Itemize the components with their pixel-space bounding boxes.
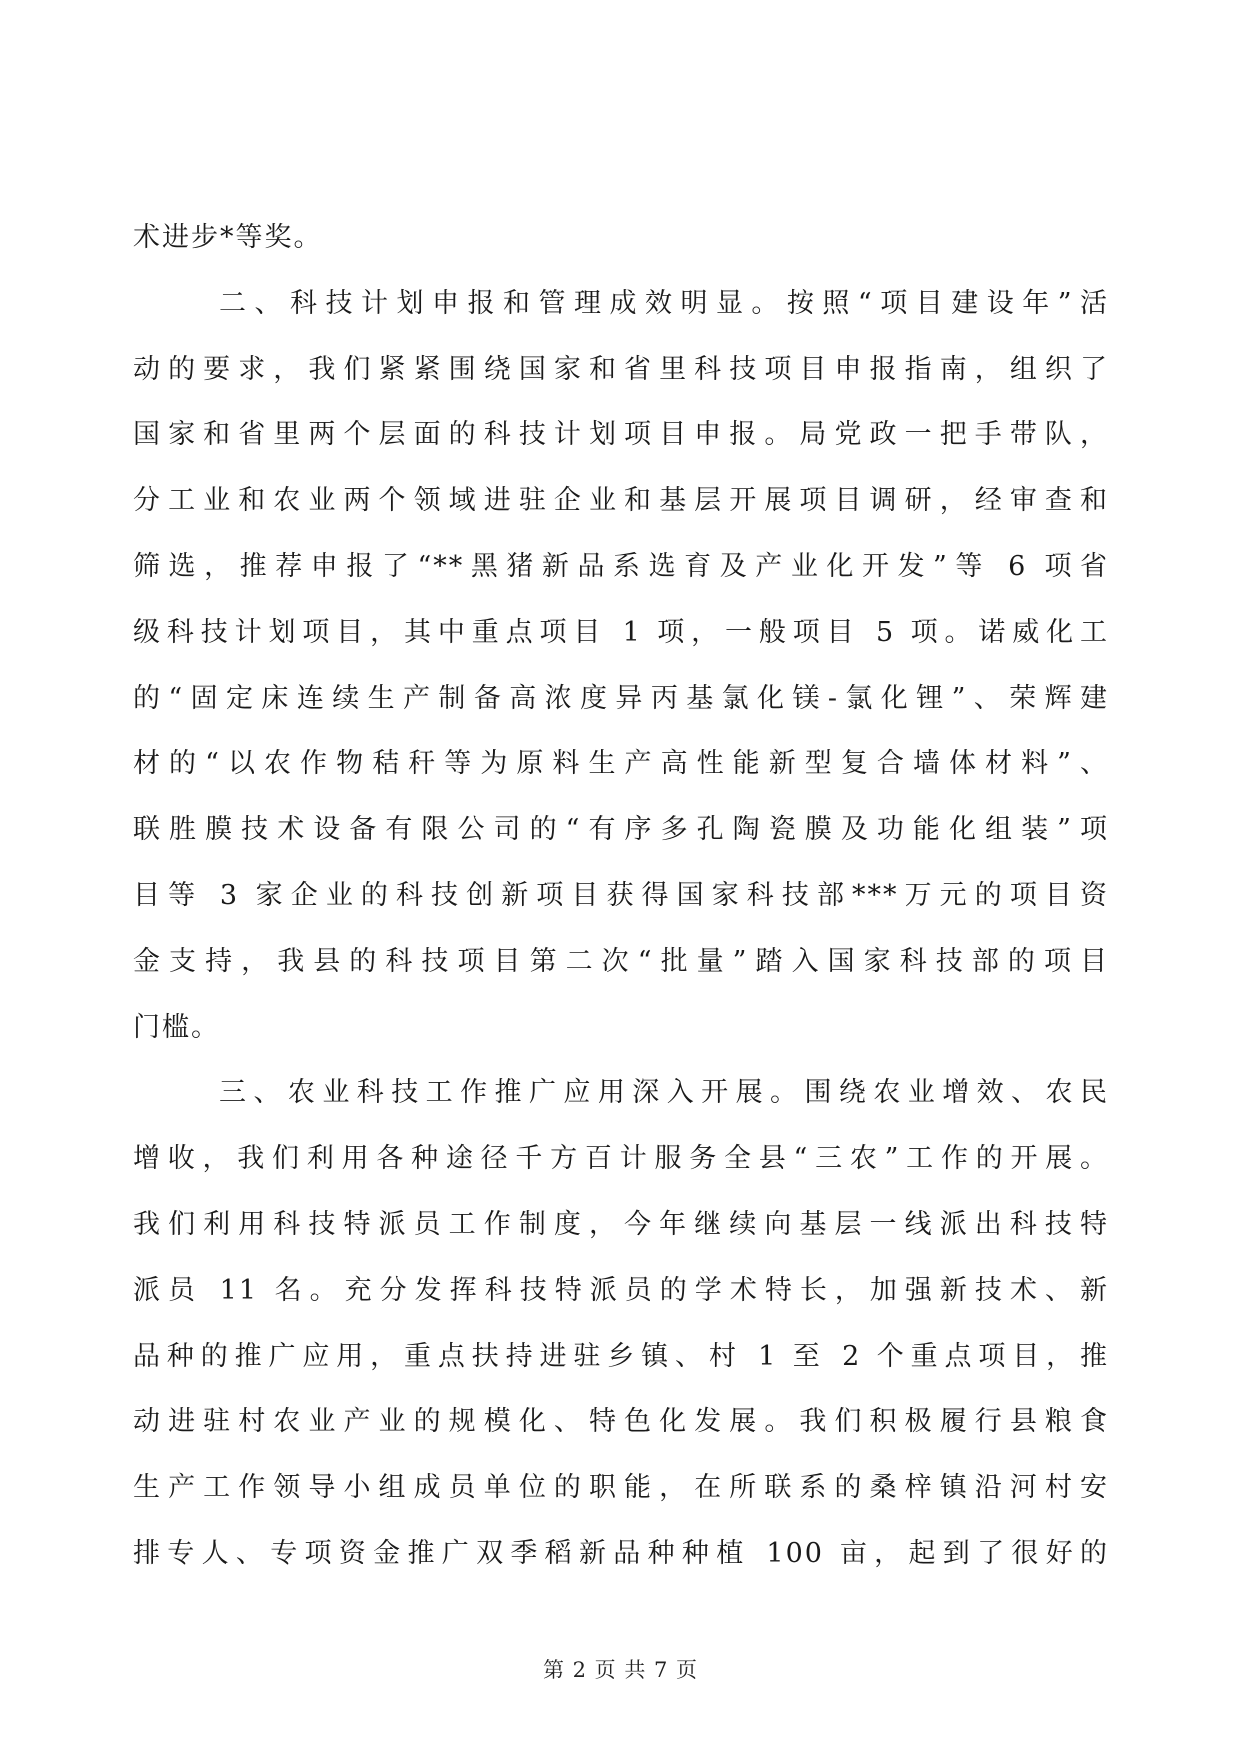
text-line: 分工业和农业两个领域进驻企业和基层开展项目调研，经审查和: [133, 485, 1109, 517]
text-line: 动的要求，我们紧紧围绕国家和省里科技项目申报指南，组织了: [133, 353, 1109, 385]
paragraph-heading-line: 二、科技计划申报和管理成效明显。按照“项目建设年”活: [219, 287, 1109, 319]
text-line: 材的“以农作物秸秆等为原料生产高性能新型复合墙体材料”、: [133, 748, 1109, 780]
text-line: 的“固定床连续生产制备高浓度异丙基氯化镁-氯化锂”、荣辉建: [133, 682, 1109, 714]
page-number-footer: 第 2 页 共 7 页: [542, 1658, 699, 1682]
document-body: [133, 205, 1109, 1587]
text-line: 门槛。: [133, 1011, 220, 1043]
text-line: 派员 11 名。充分发挥科技特派员的学术特长，加强新技术、新: [133, 1274, 1109, 1306]
text-line: 我们利用科技特派员工作制度，今年继续向基层一线派出科技特: [133, 1208, 1109, 1240]
text-line: 增收，我们利用各种途径千方百计服务全县“三农”工作的开展。: [133, 1143, 1109, 1175]
text-line: 金支持，我县的科技项目第二次“批量”踏入国家科技部的项目: [133, 945, 1109, 977]
text-line: 筛选，推荐申报了“**黑猪新品系选育及产业化开发”等 6 项省: [133, 550, 1109, 582]
text-line: 国家和省里两个层面的科技计划项目申报。局党政一把手带队，: [133, 419, 1109, 451]
text-line: 级科技计划项目，其中重点项目 1 项，一般项目 5 项。诺威化工: [133, 616, 1109, 648]
text-line: 生产工作领导小组成员单位的职能，在所联系的桑梓镇沿河村安: [133, 1472, 1109, 1504]
text-line: 联胜膜技术设备有限公司的“有序多孔陶瓷膜及功能化组装”项: [133, 814, 1109, 846]
text-line: 目等 3 家企业的科技创新项目获得国家科技部***万元的项目资: [133, 879, 1109, 911]
text-line: 动进驻村农业产业的规模化、特色化发展。我们积极履行县粮食: [133, 1406, 1109, 1438]
text-line: 品种的推广应用，重点扶持进驻乡镇、村 1 至 2 个重点项目，推: [133, 1340, 1109, 1372]
text-line: 排专人、专项资金推广双季稻新品种种植 100 亩，起到了很好的: [133, 1537, 1109, 1569]
text-line: 术进步*等奖。: [133, 222, 323, 253]
paragraph-heading-line: 三、农业科技工作推广应用深入开展。围绕农业增效、农民: [219, 1077, 1109, 1109]
